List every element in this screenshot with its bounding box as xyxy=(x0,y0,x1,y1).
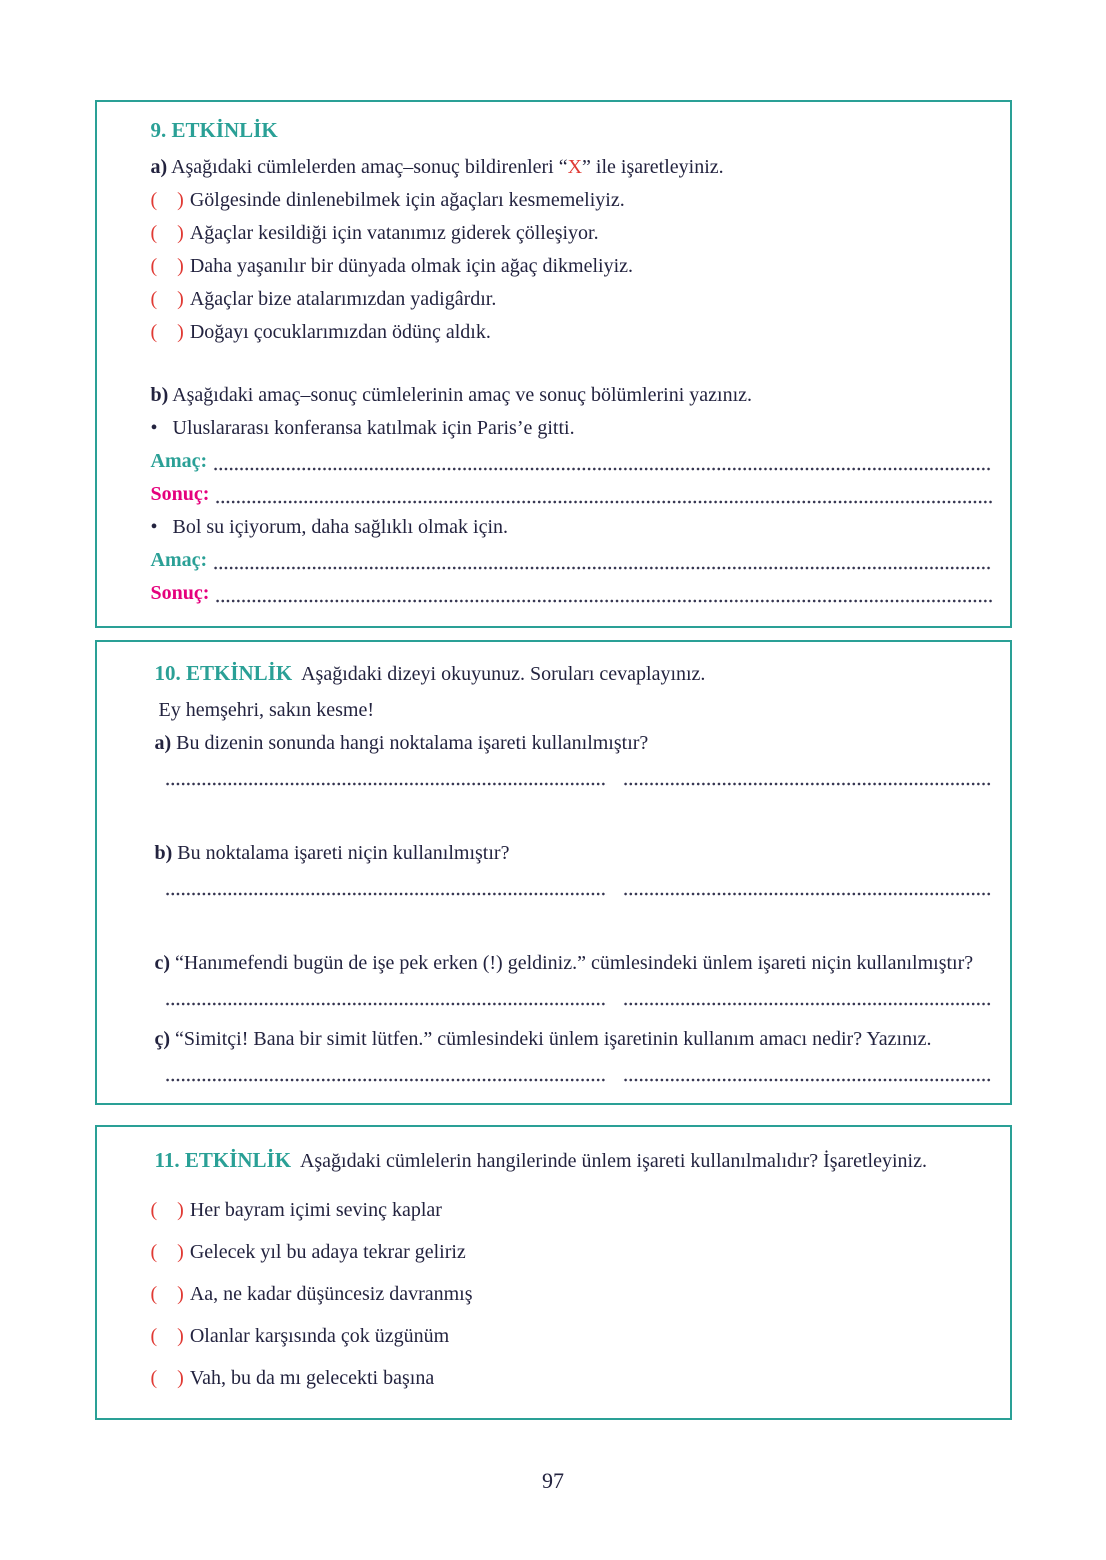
sonuc-row xyxy=(151,478,992,511)
question-label: a) xyxy=(154,732,172,754)
activity-9-part-b-instruction xyxy=(151,379,992,412)
question-text: “Hanımefendi bugün de işe pek erken (!) geldiniz.” cümlesindeki ünlem işareti niçin kullanılmıştır? xyxy=(175,952,974,974)
sentence-text: Uluslararası konferansa katılmak için Paris’e gitti. xyxy=(172,417,575,439)
item-text: Her bayram içimi sevinç kaplar xyxy=(189,1199,442,1221)
item-text: Ağaçlar kesildiği için vatanımız giderek çölleşiyor. xyxy=(189,222,599,244)
answer-line[interactable] xyxy=(215,478,991,511)
answer-line[interactable] xyxy=(215,577,991,610)
item-text: Gölgesinde dinlenebilmek için ağaçları kesmemeliyiz. xyxy=(189,189,625,211)
checkbox-item xyxy=(151,1321,994,1352)
amac-label: Amaç: xyxy=(150,549,208,571)
answer-checkbox[interactable]: ( ) xyxy=(150,1325,184,1347)
question-text: “Simitçi! Bana bir simit lütfen.” cümlesindeki ünlem işaretinin kullanım amacı nedir? Yazınız. xyxy=(175,1028,932,1050)
item-text: Gelecek yıl bu adaya tekrar geliriz xyxy=(189,1241,466,1263)
activity-11-title: 11. ETKİNLİK xyxy=(154,1148,292,1172)
question-label: c) xyxy=(154,952,171,974)
instruction-text xyxy=(171,156,724,178)
answer-checkbox[interactable]: ( ) xyxy=(150,1283,184,1305)
question-text: Bu dizenin sonunda hangi noktalama işareti kullanılmıştır? xyxy=(176,732,649,754)
question-c xyxy=(109,947,994,980)
checkbox-item xyxy=(151,184,992,217)
question-a xyxy=(109,727,994,760)
question-label: b) xyxy=(154,842,173,864)
checkbox-item xyxy=(151,217,992,250)
activity-10-title-line xyxy=(109,656,994,692)
answer-line[interactable] xyxy=(165,870,992,903)
answer-line[interactable] xyxy=(213,445,991,478)
activity-9-part-a-instruction xyxy=(151,151,992,184)
part-a-label: a) xyxy=(150,156,168,178)
sonuc-row xyxy=(151,577,992,610)
answer-line[interactable] xyxy=(165,1056,992,1089)
answer-checkbox[interactable]: ( ) xyxy=(150,222,184,244)
part-b-label: b) xyxy=(150,384,169,406)
checkbox-item xyxy=(151,1195,994,1226)
amac-label: Amaç: xyxy=(150,450,208,472)
bullet-sentence xyxy=(151,412,992,445)
checkbox-item xyxy=(151,1279,994,1310)
activity-10-title: 10. ETKİNLİK xyxy=(154,661,293,685)
answer-checkbox[interactable]: ( ) xyxy=(150,255,184,277)
x-marker: X xyxy=(567,156,583,178)
item-text: Aa, ne kadar düşüncesiz davranmış xyxy=(189,1283,473,1305)
checkbox-item xyxy=(151,1237,994,1268)
sonuc-label: Sonuç: xyxy=(150,582,210,604)
amac-row xyxy=(151,445,992,478)
answer-checkbox[interactable]: ( ) xyxy=(150,1241,184,1263)
checkbox-item xyxy=(151,283,992,316)
activity-10 xyxy=(95,640,1012,1105)
activity-9 xyxy=(95,100,1012,628)
question-text: Bu noktalama işareti niçin kullanılmıştır? xyxy=(177,842,510,864)
answer-line[interactable] xyxy=(213,544,991,577)
answer-checkbox[interactable]: ( ) xyxy=(150,321,184,343)
item-text: Ağaçlar bize atalarımızdan yadigârdır. xyxy=(189,288,497,310)
activity-11-title-line xyxy=(109,1143,994,1179)
sonuc-label: Sonuç: xyxy=(150,483,210,505)
instruction-segment: ” ile işaretleyiniz. xyxy=(582,156,724,178)
checkbox-item xyxy=(151,1363,994,1394)
amac-row xyxy=(151,544,992,577)
page-number: 97 xyxy=(542,1468,564,1493)
answer-checkbox[interactable]: ( ) xyxy=(150,288,184,310)
verse-line: Ey hemşehri, sakın kesme! xyxy=(158,699,374,721)
activity-9-title: 9. ETKİNLİK xyxy=(150,118,278,142)
item-text: Olanlar karşısında çok üzgünüm xyxy=(189,1325,450,1347)
activity-11-intro: Aşağıdaki cümlelerin hangilerinde ünlem işareti kullanılmalıdır? İşaretleyiniz. xyxy=(299,1150,927,1172)
answer-checkbox[interactable]: ( ) xyxy=(150,189,184,211)
item-text: Doğayı çocuklarımızdan ödünç aldık. xyxy=(189,321,491,343)
checkbox-item xyxy=(151,316,992,349)
instruction-text: Aşağıdaki amaç–sonuç cümlelerinin amaç ve sonuç bölümlerini yazınız. xyxy=(172,384,753,406)
activity-11 xyxy=(95,1125,1012,1420)
answer-checkbox[interactable]: ( ) xyxy=(150,1367,184,1389)
instruction-segment: Aşağıdaki cümlelerden amaç–sonuç bildirenleri “ xyxy=(171,156,568,178)
bullet-icon: • xyxy=(150,417,158,439)
answer-line[interactable] xyxy=(165,760,992,793)
activity-10-intro: Aşağıdaki dizeyi okuyunuz. Soruları cevaplayınız. xyxy=(301,663,706,685)
answer-checkbox[interactable]: ( ) xyxy=(150,1199,184,1221)
question-ce xyxy=(109,1023,994,1056)
question-label: ç) xyxy=(154,1028,171,1050)
bullet-sentence xyxy=(151,511,992,544)
item-text: Daha yaşanılır bir dünyada olmak için ağaç dikmeliyiz. xyxy=(189,255,634,277)
checkbox-item xyxy=(151,250,992,283)
question-b xyxy=(109,837,994,870)
sentence-text: Bol su içiyorum, daha sağlıklı olmak için. xyxy=(172,516,509,538)
item-text: Vah, bu da mı gelecekti başına xyxy=(189,1367,435,1389)
bullet-icon: • xyxy=(150,516,158,538)
answer-line[interactable] xyxy=(165,980,992,1013)
